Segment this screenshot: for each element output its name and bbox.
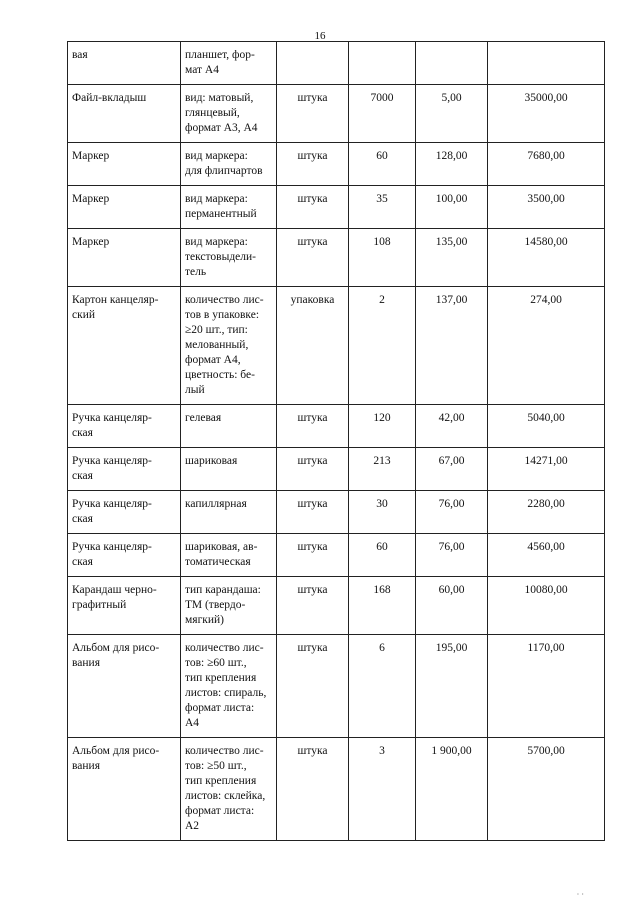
total-cost-cell-text: 4560,00 (527, 541, 565, 553)
unit-price-cell (416, 738, 488, 841)
unit-cell-text: штука (297, 150, 328, 162)
unit-price-cell (416, 186, 488, 229)
item-name-cell-text: Маркер (72, 150, 110, 162)
item-description-cell (181, 229, 277, 287)
table-row (68, 534, 605, 577)
unit-price-cell (416, 448, 488, 491)
total-cost-cell-text: 7680,00 (527, 150, 565, 162)
item-description-cell-text: тип карандаша: ТМ (твердо- мягкий) (185, 584, 261, 626)
table-row (68, 186, 605, 229)
total-cost-cell-text: 5040,00 (527, 412, 565, 424)
quantity-cell (349, 635, 416, 738)
unit-cell-text: штука (297, 92, 328, 104)
total-cost-cell-text: 274,00 (530, 294, 562, 306)
total-cost-cell-text: 10080,00 (524, 584, 568, 596)
unit-cell-text: штука (297, 455, 328, 467)
goods-table-body (68, 42, 605, 841)
item-description-cell-text: вид маркера: для флипчартов (185, 150, 263, 177)
quantity-cell-text: 35 (376, 193, 388, 205)
quantity-cell (349, 405, 416, 448)
item-description-cell-text: шариковая (185, 455, 238, 467)
table-row (68, 143, 605, 186)
item-name-cell-text: Ручка канцеляр- ская (72, 455, 152, 482)
unit-price-cell-text: 137,00 (435, 294, 468, 306)
table-row (68, 287, 605, 405)
total-cost-cell (488, 186, 605, 229)
table-row (68, 491, 605, 534)
unit-price-cell (416, 577, 488, 635)
item-name-cell-text: вая (72, 49, 88, 61)
total-cost-cell-text: 14580,00 (524, 236, 568, 248)
total-cost-cell (488, 577, 605, 635)
unit-cell (277, 491, 349, 534)
unit-cell (277, 405, 349, 448)
item-name-cell (68, 738, 181, 841)
item-name-cell-text: Маркер (72, 193, 110, 205)
unit-cell (277, 635, 349, 738)
item-description-cell (181, 186, 277, 229)
total-cost-cell (488, 405, 605, 448)
goods-table (67, 41, 605, 841)
unit-cell-text: упаковка (290, 294, 335, 306)
quantity-cell-text: 213 (373, 455, 391, 467)
table-row (68, 405, 605, 448)
item-description-cell-text: гелевая (185, 412, 222, 424)
item-description-cell-text: вид маркера: перманентный (185, 193, 257, 220)
item-description-cell (181, 42, 277, 85)
total-cost-cell-text: 1170,00 (527, 642, 565, 654)
item-name-cell-text: Маркер (72, 236, 110, 248)
item-description-cell-text: планшет, фор- мат А4 (185, 49, 255, 76)
item-description-cell-text: количество лис- тов в упаковке: ≥20 шт., тип: мелованный, формат А4, цветность: бе- лый (185, 294, 264, 396)
table-row (68, 738, 605, 841)
item-name-cell (68, 635, 181, 738)
item-name-cell (68, 534, 181, 577)
unit-price-cell (416, 635, 488, 738)
quantity-cell-text: 120 (373, 412, 391, 424)
item-description-cell (181, 738, 277, 841)
item-description-cell (181, 577, 277, 635)
total-cost-cell (488, 534, 605, 577)
item-name-cell-text: Файл-вкладыш (72, 92, 147, 104)
total-cost-cell-text: 14271,00 (524, 455, 568, 467)
unit-cell-text: штука (297, 498, 328, 510)
item-name-cell (68, 448, 181, 491)
unit-cell (277, 42, 349, 85)
item-name-cell (68, 491, 181, 534)
quantity-cell (349, 287, 416, 405)
item-name-cell (68, 85, 181, 143)
unit-price-cell-text: 67,00 (438, 455, 465, 467)
table-row (68, 229, 605, 287)
unit-price-cell-text: 128,00 (435, 150, 468, 162)
item-name-cell-text: Ручка канцеляр- ская (72, 412, 152, 439)
quantity-cell (349, 491, 416, 534)
quantity-cell (349, 85, 416, 143)
quantity-cell (349, 229, 416, 287)
item-description-cell (181, 534, 277, 577)
item-name-cell (68, 287, 181, 405)
total-cost-cell (488, 229, 605, 287)
table-row (68, 577, 605, 635)
item-name-cell-text: Альбом для рисо- вания (72, 642, 160, 669)
item-description-cell-text: количество лис- тов: ≥60 шт., тип крепления листов: спираль, формат листа: А4 (185, 642, 267, 729)
quantity-cell (349, 42, 416, 85)
unit-cell (277, 287, 349, 405)
item-description-cell (181, 143, 277, 186)
total-cost-cell-text: 3500,00 (527, 193, 565, 205)
unit-cell (277, 534, 349, 577)
item-description-cell-text: капиллярная (185, 498, 247, 510)
total-cost-cell (488, 448, 605, 491)
item-description-cell-text: вид: матовый, глянцевый, формат А3, А4 (185, 92, 258, 134)
quantity-cell-text: 108 (373, 236, 391, 248)
quantity-cell (349, 186, 416, 229)
quantity-cell-text: 6 (379, 642, 385, 654)
quantity-cell-text: 60 (376, 541, 388, 553)
table-row (68, 42, 605, 85)
item-name-cell (68, 405, 181, 448)
unit-price-cell-text: 100,00 (435, 193, 468, 205)
item-name-cell (68, 143, 181, 186)
item-name-cell-text: Ручка канцеляр- ская (72, 541, 152, 568)
scan-mark: · · (576, 890, 584, 899)
item-description-cell (181, 448, 277, 491)
item-description-cell (181, 405, 277, 448)
total-cost-cell-text: 5700,00 (527, 745, 565, 757)
total-cost-cell-text: 2280,00 (527, 498, 565, 510)
unit-price-cell (416, 405, 488, 448)
item-name-cell-text: Карандаш черно- графитный (72, 584, 157, 611)
quantity-cell (349, 534, 416, 577)
unit-cell (277, 186, 349, 229)
total-cost-cell (488, 42, 605, 85)
quantity-cell-text: 168 (373, 584, 391, 596)
item-description-cell (181, 635, 277, 738)
quantity-cell-text: 60 (376, 150, 388, 162)
table-row (68, 448, 605, 491)
total-cost-cell-text: 35000,00 (524, 92, 568, 104)
table-row (68, 85, 605, 143)
unit-price-cell (416, 491, 488, 534)
unit-price-cell-text: 5,00 (441, 92, 462, 104)
total-cost-cell (488, 738, 605, 841)
unit-cell-text: штука (297, 193, 328, 205)
unit-price-cell (416, 143, 488, 186)
unit-cell-text: штука (297, 412, 328, 424)
quantity-cell (349, 577, 416, 635)
item-description-cell-text: количество лис- тов: ≥50 шт., тип крепления листов: склейка, формат листа: А2 (185, 745, 266, 832)
quantity-cell (349, 143, 416, 186)
quantity-cell-text: 3 (379, 745, 385, 757)
unit-price-cell-text: 1 900,00 (431, 745, 472, 757)
unit-cell (277, 143, 349, 186)
item-description-cell (181, 85, 277, 143)
page-number: 16 (314, 30, 326, 42)
item-name-cell (68, 577, 181, 635)
item-name-cell-text: Ручка канцеляр- ская (72, 498, 152, 525)
unit-price-cell (416, 42, 488, 85)
item-description-cell-text: вид маркера: текстовыдели- тель (185, 236, 256, 278)
item-description-cell-text: шариковая, ав- томатическая (185, 541, 258, 568)
unit-cell (277, 577, 349, 635)
table-row (68, 635, 605, 738)
unit-cell (277, 229, 349, 287)
unit-price-cell-text: 76,00 (438, 498, 465, 510)
item-description-cell (181, 491, 277, 534)
total-cost-cell (488, 635, 605, 738)
quantity-cell-text: 2 (379, 294, 385, 306)
unit-price-cell-text: 60,00 (438, 584, 465, 596)
total-cost-cell (488, 85, 605, 143)
item-name-cell (68, 42, 181, 85)
unit-price-cell (416, 287, 488, 405)
unit-cell-text: штука (297, 541, 328, 553)
quantity-cell-text: 7000 (370, 92, 394, 104)
item-description-cell (181, 287, 277, 405)
unit-price-cell-text: 135,00 (435, 236, 468, 248)
unit-cell-text: штука (297, 236, 328, 248)
item-name-cell-text: Альбом для рисо- вания (72, 745, 160, 772)
quantity-cell (349, 448, 416, 491)
total-cost-cell (488, 143, 605, 186)
quantity-cell-text: 30 (376, 498, 388, 510)
unit-price-cell (416, 229, 488, 287)
unit-cell (277, 738, 349, 841)
unit-price-cell-text: 195,00 (435, 642, 468, 654)
unit-cell (277, 85, 349, 143)
total-cost-cell (488, 491, 605, 534)
unit-cell-text: штука (297, 642, 328, 654)
total-cost-cell (488, 287, 605, 405)
unit-price-cell-text: 76,00 (438, 541, 465, 553)
unit-cell (277, 448, 349, 491)
unit-cell-text: штука (297, 745, 328, 757)
quantity-cell (349, 738, 416, 841)
unit-cell-text: штука (297, 584, 328, 596)
item-name-cell (68, 229, 181, 287)
unit-price-cell-text: 42,00 (438, 412, 465, 424)
item-name-cell-text: Картон канцеляр- ский (72, 294, 159, 321)
unit-price-cell (416, 534, 488, 577)
item-name-cell (68, 186, 181, 229)
unit-price-cell (416, 85, 488, 143)
